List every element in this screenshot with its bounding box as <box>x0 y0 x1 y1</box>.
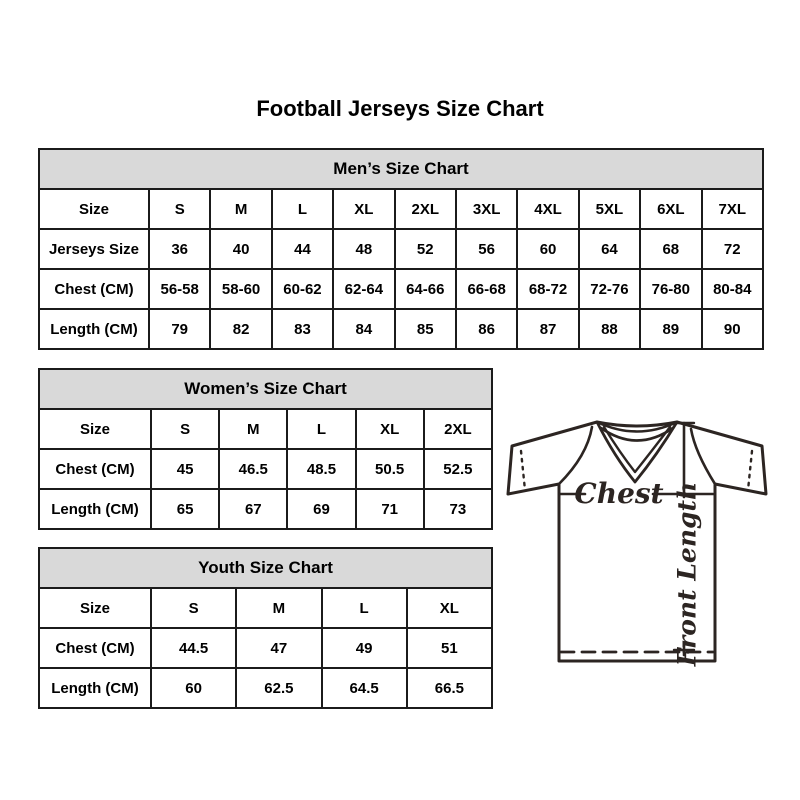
value-cell: 82 <box>210 309 271 349</box>
jersey-outline-icon <box>508 422 766 661</box>
value-cell: 65 <box>151 489 219 529</box>
value-cell: 60-62 <box>272 269 333 309</box>
value-cell: 40 <box>210 229 271 269</box>
value-cell: 80-84 <box>702 269 763 309</box>
value-cell: 85 <box>395 309 456 349</box>
table-row <box>39 628 492 668</box>
value-cell: L <box>272 189 333 229</box>
page-title: Football Jerseys Size Chart <box>256 96 544 121</box>
chest-label: Chest <box>574 477 664 510</box>
table-row <box>39 588 492 628</box>
value-cell: 64.5 <box>322 668 407 708</box>
value-cell: 89 <box>640 309 701 349</box>
value-cell: L <box>322 588 407 628</box>
value-cell: XL <box>407 588 492 628</box>
value-cell: 52.5 <box>424 449 492 489</box>
table-header-row <box>39 548 492 588</box>
value-cell: 62.5 <box>236 668 321 708</box>
table-row <box>39 489 492 529</box>
value-cell: 87 <box>517 309 578 349</box>
value-cell: 60 <box>151 668 236 708</box>
table-header-row <box>39 149 763 189</box>
value-cell: 48 <box>333 229 394 269</box>
row-label-cell: Length (CM) <box>39 668 151 708</box>
value-cell: 56-58 <box>149 269 210 309</box>
value-cell: 66-68 <box>456 269 517 309</box>
value-cell: XL <box>356 409 424 449</box>
value-cell: 84 <box>333 309 394 349</box>
value-cell: 76-80 <box>640 269 701 309</box>
row-label-cell: Size <box>39 588 151 628</box>
row-label-cell: Length (CM) <box>39 489 151 529</box>
value-cell: 62-64 <box>333 269 394 309</box>
value-cell: 48.5 <box>287 449 355 489</box>
row-label-cell: Chest (CM) <box>39 449 151 489</box>
table-row <box>39 668 492 708</box>
value-cell: 68 <box>640 229 701 269</box>
table-row <box>39 309 763 349</box>
value-cell: 44.5 <box>151 628 236 668</box>
value-cell: 2XL <box>424 409 492 449</box>
womens-size-table <box>38 368 493 530</box>
value-cell: 66.5 <box>407 668 492 708</box>
womens-size-table-section <box>38 368 493 530</box>
value-cell: 83 <box>272 309 333 349</box>
front-length-label: Front Length <box>672 481 702 667</box>
value-cell: S <box>149 189 210 229</box>
value-cell: 7XL <box>702 189 763 229</box>
value-cell: 56 <box>456 229 517 269</box>
value-cell: 64-66 <box>395 269 456 309</box>
value-cell: 67 <box>219 489 287 529</box>
value-cell: 52 <box>395 229 456 269</box>
value-cell: S <box>151 588 236 628</box>
value-cell: S <box>151 409 219 449</box>
value-cell: 45 <box>151 449 219 489</box>
row-label-cell: Size <box>39 409 151 449</box>
youth-table-title: Youth Size Chart <box>39 548 492 588</box>
value-cell: 47 <box>236 628 321 668</box>
row-label-cell: Length (CM) <box>39 309 149 349</box>
row-label-cell: Size <box>39 189 149 229</box>
value-cell: 68-72 <box>517 269 578 309</box>
women-table-title: Women’s Size Chart <box>39 369 492 409</box>
table-row <box>39 189 763 229</box>
table-row <box>39 269 763 309</box>
value-cell: 90 <box>702 309 763 349</box>
row-label-cell: Jerseys Size <box>39 229 149 269</box>
value-cell: 50.5 <box>356 449 424 489</box>
value-cell: 69 <box>287 489 355 529</box>
value-cell: M <box>219 409 287 449</box>
jersey-measurement-diagram <box>498 408 782 672</box>
mens-size-table-section <box>38 148 764 350</box>
row-label-cell: Chest (CM) <box>39 628 151 668</box>
value-cell: 86 <box>456 309 517 349</box>
value-cell: M <box>236 588 321 628</box>
value-cell: 72 <box>702 229 763 269</box>
table-row <box>39 409 492 449</box>
value-cell: 64 <box>579 229 640 269</box>
value-cell: 46.5 <box>219 449 287 489</box>
value-cell: 71 <box>356 489 424 529</box>
value-cell: 88 <box>579 309 640 349</box>
value-cell: 60 <box>517 229 578 269</box>
value-cell: 72-76 <box>579 269 640 309</box>
value-cell: 49 <box>322 628 407 668</box>
value-cell: 36 <box>149 229 210 269</box>
mens-size-table <box>38 148 764 350</box>
value-cell: M <box>210 189 271 229</box>
value-cell: 79 <box>149 309 210 349</box>
youth-size-table <box>38 547 493 709</box>
value-cell: 44 <box>272 229 333 269</box>
value-cell: 51 <box>407 628 492 668</box>
value-cell: L <box>287 409 355 449</box>
table-header-row <box>39 369 492 409</box>
value-cell: XL <box>333 189 394 229</box>
value-cell: 5XL <box>579 189 640 229</box>
value-cell: 3XL <box>456 189 517 229</box>
value-cell: 6XL <box>640 189 701 229</box>
value-cell: 58-60 <box>210 269 271 309</box>
table-row <box>39 229 763 269</box>
row-label-cell: Chest (CM) <box>39 269 149 309</box>
men-table-title: Men’s Size Chart <box>39 149 763 189</box>
table-row <box>39 449 492 489</box>
value-cell: 4XL <box>517 189 578 229</box>
value-cell: 2XL <box>395 189 456 229</box>
value-cell: 73 <box>424 489 492 529</box>
youth-size-table-section <box>38 547 493 709</box>
